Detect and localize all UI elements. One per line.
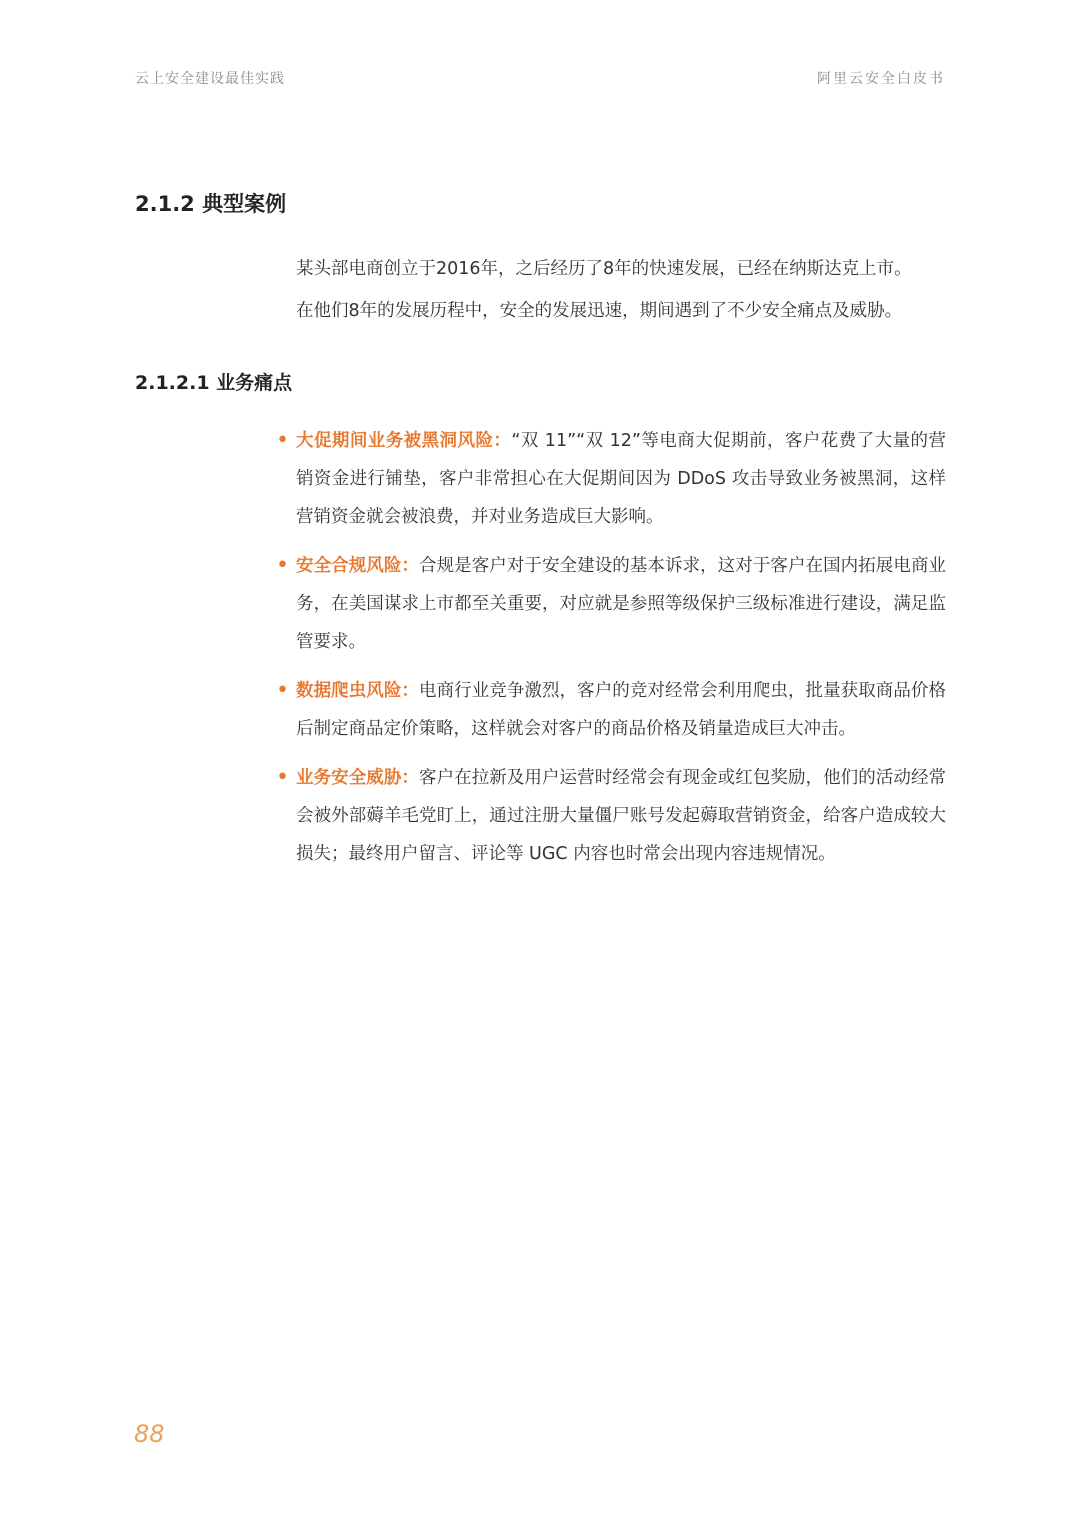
section-heading: 2.1.2 典型案例 [135, 192, 287, 216]
running-header-right: 阿里云安全白皮书 [817, 71, 945, 87]
running-header-left: 云上安全建设最佳实践 [135, 71, 285, 87]
list-item [276, 547, 947, 661]
bullet-text: 客户在拉新及用户运营时经常会有现金或红包奖励，他们的活动经常会被外部薅羊毛党盯上，通过注册大量僵尸账号发起薅取营销资金，给客户造成较大损失；最终用户留言、评论等 UGC 内容也时常会出现内容违规情况。 [296, 768, 947, 864]
intro-paragraph [296, 248, 948, 332]
bullet-title: 安全合规风险： [296, 556, 419, 576]
bullet-dot-icon: • [276, 553, 289, 578]
page-number: 88 [134, 1420, 165, 1448]
list-item [276, 422, 946, 536]
bullet-title: 大促期间业务被黑洞风险： [296, 431, 512, 451]
bullet-dot-icon: • [276, 428, 289, 453]
bullet-dot-icon: • [276, 678, 289, 703]
list-item [276, 759, 947, 873]
intro-line: 在他们8年的发展历程中，安全的发展迅速，期间遇到了不少安全痛点及威胁。 [296, 301, 903, 321]
pain-point-list [276, 422, 947, 884]
subsection-heading: 2.1.2.1 业务痛点 [135, 372, 293, 394]
intro-line: 某头部电商创立于2016年，之后经历了8年的快速发展，已经在纳斯达克上市。 [296, 259, 912, 279]
bullet-title: 数据爬虫风险： [296, 681, 419, 701]
bullet-text: “双 11”“双 12”等电商大促期前，客户花费了大量的营销资金进行铺垫，客户非常担心在大促期间因为 DDoS 攻击导致业务被黑洞，这样营销资金就会被浪费，并对业务造成巨大影响。 [296, 431, 946, 527]
bullet-dot-icon: • [276, 765, 289, 790]
list-item [276, 672, 947, 748]
bullet-text: 电商行业竞争激烈，客户的竞对经常会利用爬虫，批量获取商品价格后制定商品定价策略，这样就会对客户的商品价格及销量造成巨大冲击。 [296, 681, 947, 739]
bullet-text: 合规是客户对于安全建设的基本诉求，这对于客户在国内拓展电商业务，在美国谋求上市都至关重要，对应就是参照等级保护三级标准进行建设，满足监管要求。 [296, 556, 947, 652]
bullet-title: 业务安全威胁： [296, 768, 419, 788]
